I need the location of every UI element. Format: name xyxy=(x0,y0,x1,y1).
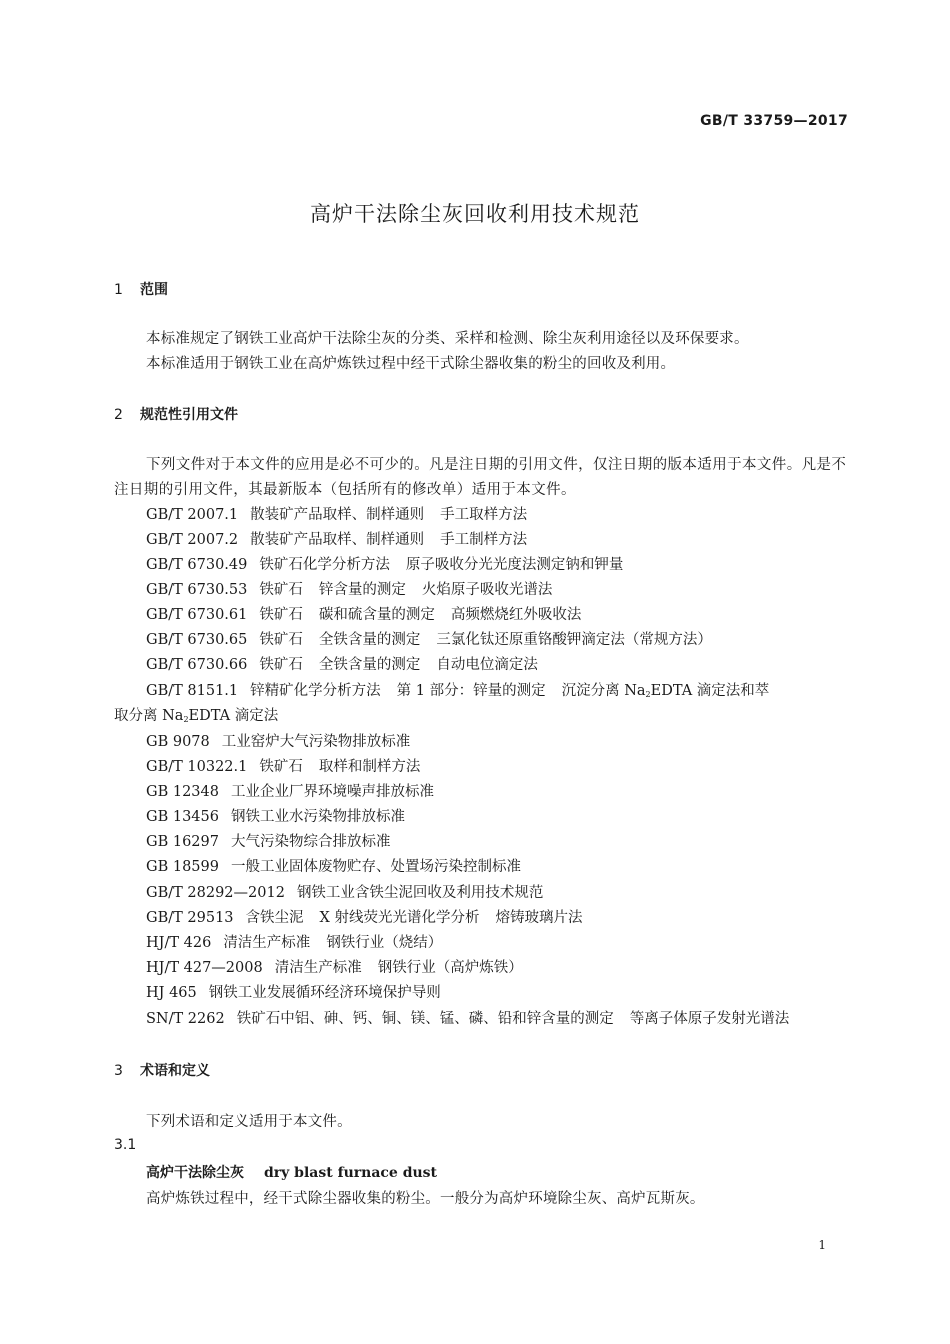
reference-item xyxy=(146,578,552,599)
section-heading-scope xyxy=(114,279,168,299)
term-number: 3.1 xyxy=(114,1137,137,1153)
reference-code: GB/T 6730.49 xyxy=(146,557,248,573)
reference-code: GB/T 6730.66 xyxy=(146,657,248,673)
reference-item xyxy=(146,805,405,826)
reference-title: 钢铁工业发展循环经济环境保护导则 xyxy=(208,985,441,1001)
reference-title: 清洁生产标准 xyxy=(274,960,362,976)
reference-subtitle-b: EDTA 滴定法和萃 xyxy=(650,683,770,699)
reference-code: GB/T 6730.65 xyxy=(146,632,248,648)
page-number: 1 xyxy=(818,1238,826,1252)
reference-continuation-b: EDTA 滴定法 xyxy=(188,708,279,724)
reference-code: GB 12348 xyxy=(146,784,219,800)
reference-item xyxy=(146,1007,789,1028)
section-title: 术语和定义 xyxy=(140,1063,210,1079)
reference-item xyxy=(146,679,769,700)
reference-item xyxy=(146,780,434,801)
reference-title: 工业企业厂界环境噪声排放标准 xyxy=(230,784,434,800)
reference-subtitle: 自动电位滴定法 xyxy=(436,657,538,673)
reference-title: 大气污染物综合排放标准 xyxy=(230,834,391,850)
reference-code: GB/T 2007.1 xyxy=(146,507,239,523)
reference-item xyxy=(146,906,582,927)
reference-title-part2: 碳和硫含量的测定 xyxy=(318,607,435,623)
scope-paragraph-1: 本标准规定了钢铁工业高炉干法除尘灰的分类、采样和检测、除尘灰利用途径以及环保要求。 xyxy=(146,331,749,347)
reference-code: GB/T 6730.53 xyxy=(146,582,248,598)
subscript-2: 2 xyxy=(645,690,651,699)
reference-item xyxy=(146,528,527,549)
reference-subtitle: 高频燃烧红外吸收法 xyxy=(450,607,582,623)
reference-title-part2: 全铁含量的测定 xyxy=(318,632,421,648)
reference-code: GB/T 10322.1 xyxy=(146,759,248,775)
reference-code: GB 13456 xyxy=(146,809,219,825)
reference-item xyxy=(146,931,442,952)
reference-code: HJ 465 xyxy=(146,985,197,1001)
reference-item xyxy=(146,553,623,574)
reference-code: GB/T 8151.1 xyxy=(146,683,239,699)
reference-title: 铁矿石 xyxy=(259,607,303,623)
reference-item xyxy=(146,603,581,624)
reference-subtitle: 原子吸收分光光度法测定钠和钾量 xyxy=(405,557,624,573)
section-number: 2 xyxy=(114,407,123,423)
reference-title: 铁矿石 xyxy=(259,632,303,648)
reference-title: 锌精矿化学分析方法 xyxy=(250,683,381,699)
reference-title: 散装矿产品取样、制样通则 xyxy=(250,507,425,523)
reference-title: 铁矿石中铝、砷、钙、铜、镁、锰、磷、铅和锌含量的测定 xyxy=(236,1011,614,1027)
section-heading-terms xyxy=(114,1060,210,1080)
reference-item xyxy=(146,956,523,977)
reference-title: 铁矿石 xyxy=(259,582,303,598)
reference-item xyxy=(146,730,410,751)
reference-item xyxy=(146,855,521,876)
reference-title: 散装矿产品取样、制样通则 xyxy=(250,532,425,548)
standard-code: GB/T 33759—2017 xyxy=(700,113,848,129)
reference-code: HJ/T 426 xyxy=(146,935,212,951)
reference-subtitle: 等离子体原子发射光谱法 xyxy=(629,1011,790,1027)
reference-title: 铁矿石 xyxy=(259,759,303,775)
reference-subtitle: 三氯化钛还原重铬酸钾滴定法（常规方法） xyxy=(436,632,712,648)
reference-title: 钢铁工业含铁尘泥回收及利用技术规范 xyxy=(296,885,544,901)
reference-code: GB 9078 xyxy=(146,734,210,750)
subscript-2: 2 xyxy=(183,715,189,724)
document-title: 高炉干法除尘灰回收利用技术规范 xyxy=(310,202,640,226)
reference-title: 工业窑炉大气污染物排放标准 xyxy=(221,734,411,750)
reference-item xyxy=(146,755,420,776)
reference-item xyxy=(146,653,538,674)
section-title: 规范性引用文件 xyxy=(140,407,238,423)
reference-subtitle: 手工制样方法 xyxy=(440,532,528,548)
reference-title-part2: X 射线荧光光谱化学分析 xyxy=(319,910,480,926)
section-number: 1 xyxy=(114,282,123,298)
scope-paragraph-2: 本标准适用于钢铁工业在高炉炼铁过程中经干式除尘器收集的粉尘的回收及利用。 xyxy=(146,356,676,372)
reference-title: 一般工业固体废物贮存、处置场污染控制标准 xyxy=(230,859,521,875)
reference-code: GB 18599 xyxy=(146,859,219,875)
reference-subtitle: 取样和制样方法 xyxy=(318,759,421,775)
terms-intro: 下列术语和定义适用于本文件。 xyxy=(146,1114,352,1130)
term-definition: 高炉炼铁过程中，经干式除尘器收集的粉尘。一般分为高炉环境除尘灰、高炉瓦斯灰。 xyxy=(146,1191,705,1207)
reference-subtitle: 钢铁行业（高炉炼铁） xyxy=(377,960,523,976)
reference-subtitle: 火焰原子吸收光谱法 xyxy=(421,582,553,598)
normative-intro: 下列文件对于本文件的应用是必不可少的。凡是注日期的引用文件，仅注日期的版本适用于本文件。凡是不注日期的引用文件，其最新版本（包括所有的修改单）适用于本文件。 xyxy=(114,457,847,498)
reference-title: 含铁尘泥 xyxy=(245,910,304,926)
reference-title: 铁矿石 xyxy=(259,657,303,673)
reference-continuation-a: 取分离 Na xyxy=(114,708,184,724)
reference-title: 钢铁工业水污染物排放标准 xyxy=(230,809,405,825)
reference-item xyxy=(146,981,441,1002)
section-heading-normative xyxy=(114,404,238,424)
reference-code: GB/T 28292—2012 xyxy=(146,885,285,901)
term-english: dry blast furnace dust xyxy=(264,1165,438,1181)
reference-item xyxy=(146,830,390,851)
reference-code: SN/T 2262 xyxy=(146,1011,225,1027)
reference-item xyxy=(146,503,527,524)
section-title: 范围 xyxy=(140,282,168,298)
reference-code: GB/T 6730.61 xyxy=(146,607,248,623)
term-chinese: 高炉干法除尘灰 xyxy=(146,1165,244,1181)
reference-code: HJ/T 427—2008 xyxy=(146,960,263,976)
reference-title: 铁矿石化学分析方法 xyxy=(259,557,390,573)
reference-subtitle: 手工取样方法 xyxy=(440,507,528,523)
term-entry xyxy=(146,1162,437,1182)
reference-code: GB/T 29513 xyxy=(146,910,234,926)
reference-title-part2: 第 1 部分：锌量的测定 xyxy=(396,683,546,699)
reference-title-part2: 全铁含量的测定 xyxy=(318,657,421,673)
reference-subtitle: 熔铸玻璃片法 xyxy=(495,910,583,926)
reference-subtitle: 钢铁行业（烧结） xyxy=(326,935,443,951)
reference-item-continuation xyxy=(114,704,278,725)
reference-subtitle-a: 沉淀分离 Na xyxy=(561,683,646,699)
reference-code: GB/T 2007.2 xyxy=(146,532,239,548)
reference-item xyxy=(146,881,543,902)
reference-title-part2: 锌含量的测定 xyxy=(318,582,406,598)
reference-code: GB 16297 xyxy=(146,834,219,850)
reference-item xyxy=(146,628,712,649)
reference-title: 清洁生产标准 xyxy=(223,935,311,951)
section-number: 3 xyxy=(114,1063,123,1079)
